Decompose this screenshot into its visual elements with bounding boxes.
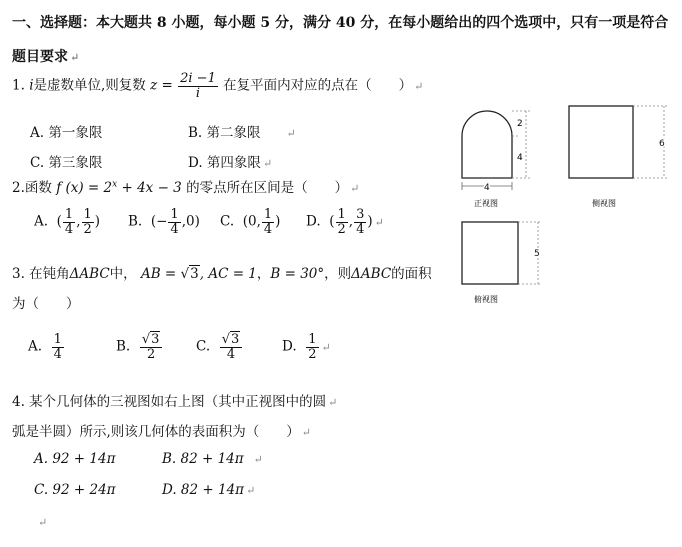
question-1-stem: 1. i是虚数单位,则复数 z = $\frac{2i -1}{i}$ 在复平面内对应的点在（ ） ↵ bbox=[12, 71, 424, 101]
return-mark-icon: ↵ bbox=[253, 453, 263, 466]
front-dim-2: 2 bbox=[517, 119, 523, 129]
q2-option-a: A. ( $\frac{1}{4}$ , $\frac{1}{2}$ ) bbox=[34, 207, 101, 237]
return-mark-icon: ↵ bbox=[262, 157, 273, 170]
return-mark-icon: ↵ bbox=[286, 127, 296, 140]
return-mark-icon: ↵ bbox=[301, 426, 312, 439]
section-header-line2: 题目要求 ↵ bbox=[12, 49, 80, 65]
q1-option-d: D. 第四象限 ↵ bbox=[188, 155, 273, 171]
question-3-stem-line2: 为（ ） bbox=[12, 296, 80, 312]
front-view-label: 正视图 bbox=[474, 199, 498, 208]
front-dim-4-width: 4 bbox=[484, 183, 490, 193]
q1-option-a: A. 第一象限 bbox=[30, 125, 103, 141]
side-view-label: 侧视图 bbox=[592, 199, 616, 208]
q3-option-d: D. $\frac{1}{2}$ ↵ bbox=[282, 332, 331, 362]
question-4-stem-line2: 弧是半圆）所示,则该几何体的表面积为（ ） ↵ bbox=[12, 424, 312, 440]
q2-option-c: C. (0, $\frac{1}{4}$ ) bbox=[220, 207, 281, 237]
front-view bbox=[462, 111, 530, 208]
return-mark-icon: ↵ bbox=[350, 182, 360, 195]
q3-option-b: B. $\frac{√3}{2}$ bbox=[116, 333, 163, 361]
side-view bbox=[569, 106, 668, 208]
q4-option-c: C. 92 + 24π bbox=[34, 482, 116, 498]
q1-option-c: C. 第三象限 bbox=[30, 155, 103, 171]
q4-option-d: D. 82 + 14π ↵ bbox=[162, 482, 256, 498]
question-3-stem-line1: 3. 在钝角ΔABC中， AB = √3, AC = 1，B = 30°，则ΔABC的面积 bbox=[12, 266, 432, 282]
return-mark-icon: ↵ bbox=[414, 79, 424, 93]
q4-option-a: A. 92 + 14π bbox=[34, 451, 116, 467]
side-dim-6: 6 bbox=[659, 139, 665, 149]
trailing-return-mark: ↵ bbox=[38, 516, 48, 529]
question-2-stem: 2.函数 f $(x) = 2^x + 4x - 3$ 的零点所在区间是（ ） ↵ bbox=[12, 179, 360, 196]
question-4-stem-line1: 4. 某个几何体的三视图如右上图（其中正视图中的圆 ↵ bbox=[12, 394, 338, 410]
q2-option-d: D. ( $\frac{1}{2}$ , $\frac{3}{4}$ ) ↵ bbox=[306, 207, 384, 237]
return-mark-icon: ↵ bbox=[70, 51, 80, 64]
top-view-label: 俯视图 bbox=[474, 295, 498, 304]
section-header-line1: 一、选择题：本大题共 8 小题，每小题 5 分，满分 40 分，在每小题给出的四个选项中，只有一项是符合 bbox=[12, 15, 669, 31]
return-mark-icon: ↵ bbox=[321, 340, 331, 354]
q3-option-a: A. $\frac{1}{4}$ bbox=[28, 332, 62, 362]
three-view-figure bbox=[452, 96, 680, 306]
top-view bbox=[462, 222, 542, 304]
q1-option-b: B. 第二象限 ↵ bbox=[188, 125, 296, 141]
q1-fraction: $\frac{2i -1}{i}$ bbox=[180, 71, 216, 101]
top-dim-5: 5 bbox=[534, 249, 540, 259]
return-mark-icon: ↵ bbox=[246, 484, 256, 497]
q4-option-b: B. 82 + 14π ↵ bbox=[162, 451, 263, 467]
return-mark-icon: ↵ bbox=[374, 215, 384, 229]
return-mark-icon: ↵ bbox=[328, 396, 338, 409]
q2-option-b: B. (− $\frac{1}{4}$ ,0) bbox=[128, 207, 200, 237]
front-dim-4-vertical: 4 bbox=[517, 153, 523, 163]
q3-option-c: C. $\frac{√3}{4}$ bbox=[196, 333, 243, 361]
